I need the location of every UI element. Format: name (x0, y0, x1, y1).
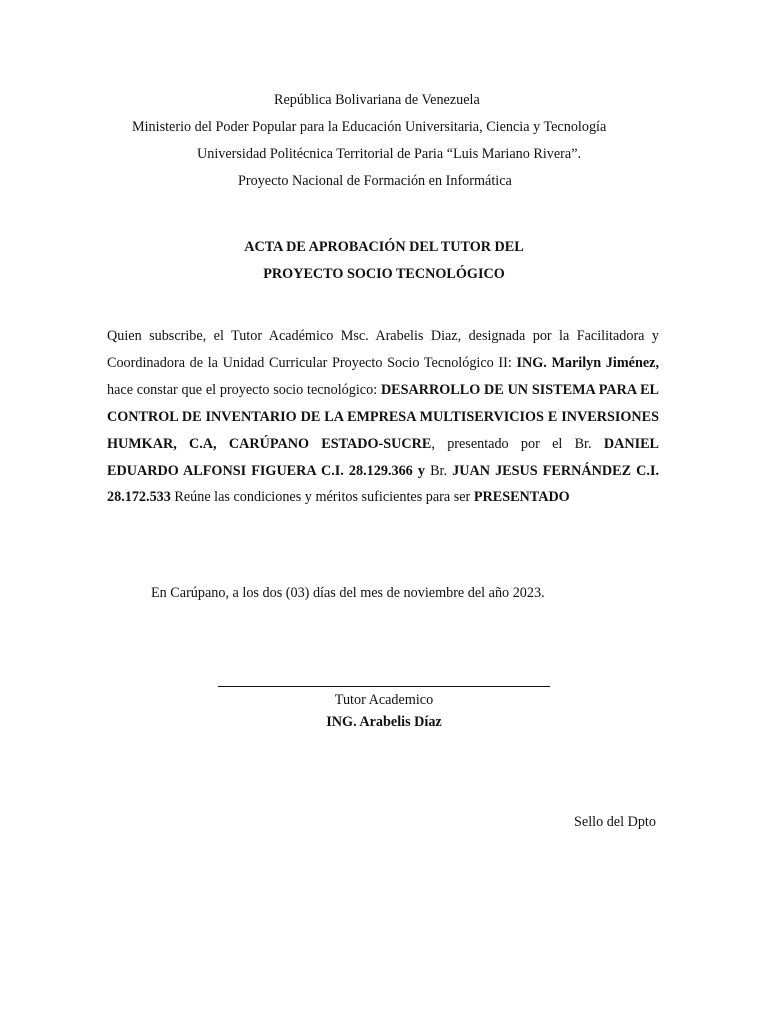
department-seal-label: Sello del Dpto (574, 814, 656, 830)
approval-paragraph (107, 323, 659, 511)
student-one: DANIEL EDUARDO ALFONSI FIGUERA C.I. 28.129.366 y (107, 435, 660, 479)
coordinator-name: ING. Marilyn Jiménez, (516, 354, 659, 371)
date-line: En Carúpano, a los dos (03) días del mes de noviembre del año 2023. (151, 585, 545, 601)
header-university: Universidad Politécnica Territorial de Paria “Luis Mariano Rivera”. (197, 146, 582, 162)
header-program: Proyecto Nacional de Formación en Informática (238, 173, 512, 189)
body-connector: hace constar que el proyecto socio tecnológico: (107, 381, 381, 398)
approval-status: PRESENTADO (473, 489, 570, 506)
project-title: DESARROLLO DE UN SISTEMA PARA EL CONTROL DE INVENTARIO DE LA EMPRESA MULTISERVICIOS E INVERSIONES HUMKAR, C.A, CARÚPANO ESTADO-SUCRE (107, 381, 660, 452)
document-title-line1: ACTA DE APROBACIÓN DEL TUTOR DEL (244, 239, 524, 255)
header-ministry: Ministerio del Poder Popular para la Educación Universitaria, Ciencia y Tecnología (132, 119, 607, 135)
body-br: Br. (424, 462, 453, 479)
signature-name: ING. Arabelis Díaz (326, 714, 442, 730)
body-presented-by: , presentado por el Br. (431, 435, 604, 452)
document-title-line2: PROYECTO SOCIO TECNOLÓGICO (263, 266, 505, 282)
body-intro: Quien subscribe, el Tutor Académico Msc. Arabelis Diaz, designada por la Facilitadora y Coordinadora de la Unidad Curricular Proyecto Socio Tecnológico II: (107, 328, 659, 371)
student-two: JUAN JESUS FERNÁNDEZ C.I. 28.172.533 (107, 462, 660, 506)
body-conditions: Reúne las condiciones y méritos suficientes para ser (170, 489, 474, 506)
header-country: República Bolivariana de Venezuela (274, 92, 480, 108)
signature-line (218, 686, 550, 687)
signature-role: Tutor Academico (334, 692, 434, 708)
